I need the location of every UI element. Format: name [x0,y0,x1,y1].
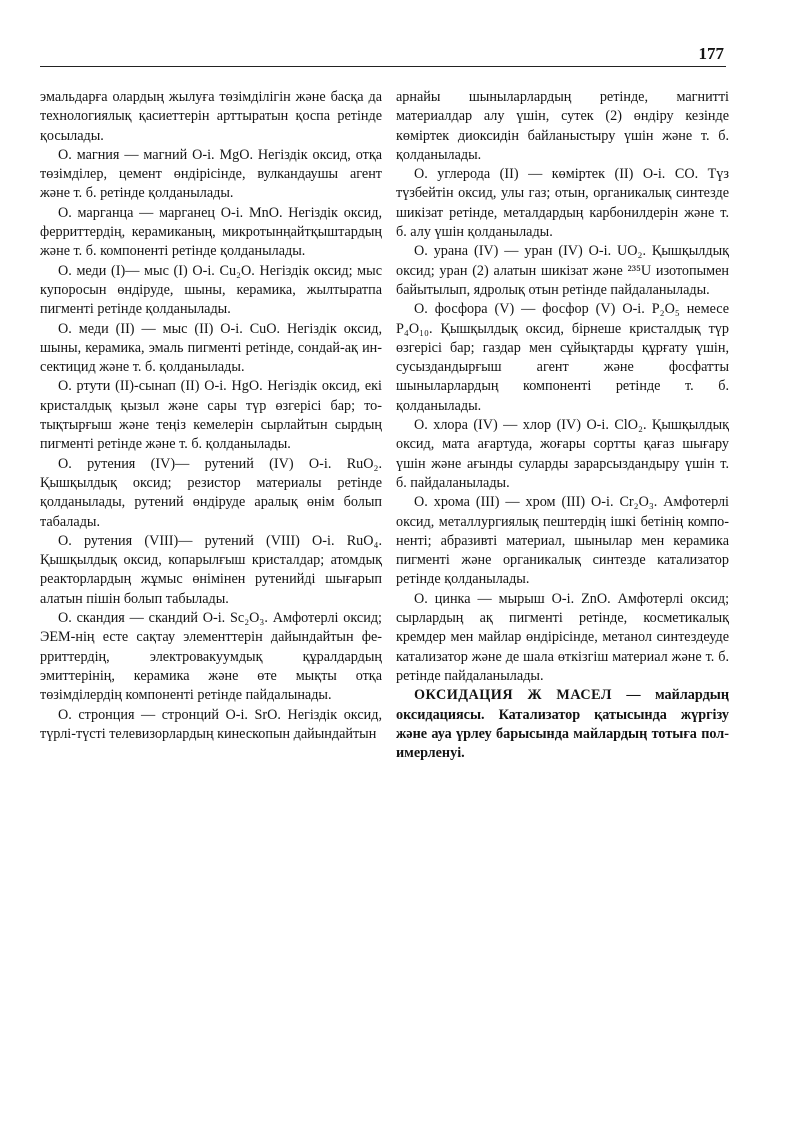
entry-definition: ZnO. Амфотерлі оксид; сырлардың ақ пигменті ретінде, косметикалық кремдер мен майлар өндірісінде, метанол синтездеуде катализатор және де шала өткізгіш материал және т. б. ретінде пайдаланылады. [396,590,730,684]
entry-definition: ClO₂. Қышқылдық оксид, мата ағартуда, жоғары сортты қағаз шығару үшін және ағынды суларды зарарсыздандыру үшін т. б. пайдаланылады. [396,417,729,491]
entry-paragraph [396,165,729,242]
page-number: 177 [698,44,724,63]
entry-term: О. скандия — скандий О-і. [58,610,226,627]
entry-definition: CuO. Негіздік оксид, шыны, керамика, эмаль пигменті ретінде, сондай-ақ инсектицид және т. б. қолданылады. [40,320,382,376]
entry-definition: Cu₂O. Негіздік оксид; мыс купоросын өндіруде, шыны, керамика, жылтыратпа пигменті ретінде қолданылады. [40,262,382,318]
entry-paragraph [396,686,729,763]
entry-paragraph [40,609,382,705]
entry-term: О. цинка — мырыш О-і. [414,590,575,607]
entry-definition: RuO₂. Қышқылдық оксид; резистор материалы ретінде қолданылады, рутений өндіруде аралық өнім болып табалады. [40,455,383,530]
entry-definition: RuO₄. Қышқылдық оксид, копарылғыш кристалдар; атомдық реакторлардың жұмыс өнімінен рутенийді шығарып алатын пішін болып табылады. [40,532,382,607]
entry-paragraph [40,532,382,609]
entry-definition: эмальдарға олардың жылуға төзімділігін және басқа да технологиялық қасиеттерін арттыратын қоспа ретінде қосылады. [40,89,382,144]
entry-term: О. фосфора (V) — фосфор (V) О-і. [414,301,645,318]
entry-term: О. рутения (IV)— рутений (IV) О-і. [58,455,332,472]
entry-term: О. меди (I)— мыс (I) О-і. [58,262,215,279]
entry-definition: майлардың оксидациясы. Катализатор қатысында жүргізу және ауа үрлеу барысында майлардың тотыға полимерленуі. [396,687,730,762]
entry-term: О. хлора (IV) — хлор (IV) О-і. [414,417,609,434]
entry-term: О. углерода (II) — көміртек (II) О-і. [414,166,666,183]
entry-paragraph [396,590,729,686]
entry-definition: Sc₂O₃. Амфотерлі оксид; ЭЕМ-нің есте сақтау элементтерін дайындайтын ферриттердің, электровакуумдық құралдардың эмиттерінің, керамика және өте мықты отқа төзімділердің компоненті ретінде пайдалынады. [40,610,382,704]
entry-term: О. урана (IV) — уран (IV) О-і. [414,243,612,260]
left-column [40,88,382,744]
header-rule [40,66,726,67]
entry-term: О. магния — магний О-і. [58,146,215,163]
entry-definition: UO₂. Қышқылдық оксид; уран (2) алатын шикізат және ²³⁵U изотопымен байытылып, ядролық отын ретінде пайдаланылады. [396,243,730,298]
entry-definition: P₂O₅ немесе P₄O₁₀. Қышқылдық оксид, бірнеше кристалдық түр өзгерісі бар; газдар мен сұйықтарды құрғату үшін, сусыздандырғыш агент және фосфатты шыныларлардың компоненті ретінде т. б. қолданылады. [396,301,729,414]
right-column [396,88,729,763]
entry-paragraph [40,146,382,204]
entry-definition: MgO. Негіздік оксид, отқа төзімділер, цемент өндірісінде, вулкандаушы агент және т. б. ретінде қолданылады. [40,146,383,202]
entry-definition: CO. Түз түзбейтін оксид, улы газ; отын, органикалық синтезде шикізат ретінде, металдардың карбонилдерін және т. б. алу үшін қолданылады. [396,166,730,241]
entry-term: О. стронция — стронций О-і. [58,706,248,723]
entry-paragraph [396,242,729,300]
entry-paragraph [396,88,729,165]
entry-paragraph [40,88,382,146]
entry-term: О. меди (II) — мыс (II) О-і. [58,320,243,337]
entry-definition: арнайы шыныларлардың ретінде, магнитті материалдар алу үшін, сутек (2) өндіру кезінде көміртек диоксидін байланыстыру үшін және т. б. қолданылады. [396,89,729,163]
entry-paragraph [396,416,729,493]
entry-paragraph [396,493,729,589]
entry-definition: SrO. Негіздік оксид, түрлі-түсті телевизорлардың кинескопын дайындайтын [40,706,383,742]
entry-definition: MnO. Негіздік оксид, ферриттердің, керамиканың, микротынңайтқыштардың және т. б. компоненті ретінде қолданылады. [40,204,382,260]
entry-term: О. рутения (VIII)— рутений (VIII) О-і. [58,532,335,549]
entry-term: О. ртути (II)-сынап (II) О-і. [58,378,227,395]
entry-definition: HgO. Негіздік оксид, екі кристалдық қызыл және сары түр өзгерісі бар; тотықтырғыш және теңіз кемелерін сырлайтын сырдың пигменті ретінде және т. б. қолданылады. [40,378,383,453]
entry-paragraph [40,204,382,262]
entry-paragraph [40,262,382,320]
entry-paragraph [396,300,729,416]
entry-paragraph [40,320,382,378]
entry-paragraph [40,455,382,532]
entry-term: О. марганца — марганец О-і. [58,204,244,221]
entry-paragraph [40,377,382,454]
entry-definition: Cr₂O₃. Амфотерлі оксид, металлургиялық пештердің ішкі бетінің компоненті; абразивті материал, шынылар мен керамика пигменті және органикалық синтезде катализатор ретінде қолданылады. [396,494,729,588]
entry-paragraph [40,706,382,745]
entry-term: ОКСИДАЦИЯ Ж МАСЕЛ — [414,687,642,704]
entry-term: О. хрома (III) — хром (III) О-і. [414,494,614,511]
